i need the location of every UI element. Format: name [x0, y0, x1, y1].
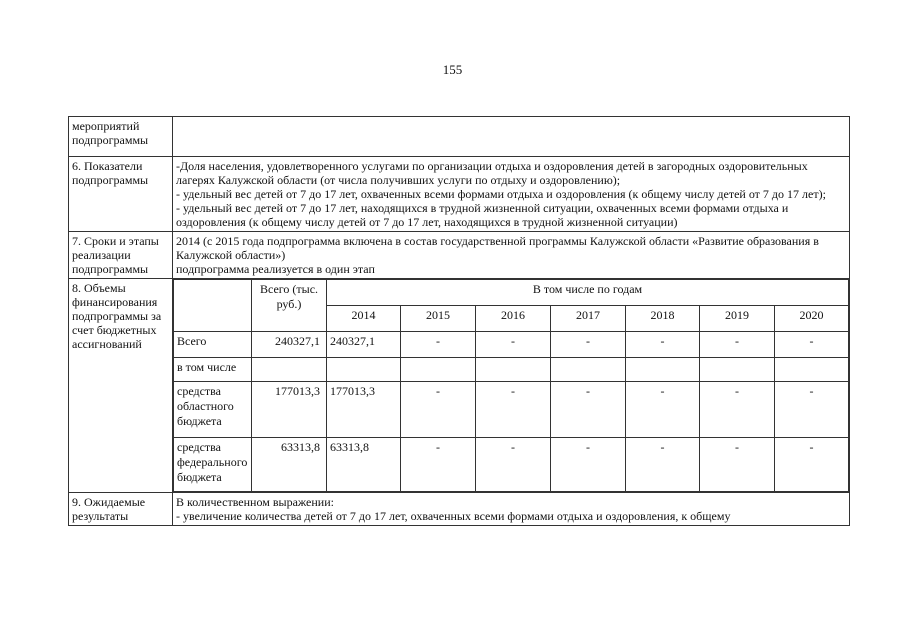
financing-value [476, 358, 551, 382]
financing-value: - [700, 382, 775, 438]
financing-including-row [174, 358, 849, 382]
financing-value [327, 358, 401, 382]
financing-value: - [401, 382, 476, 438]
financing-row-name: средства федерального бюджета [174, 438, 252, 492]
financing-value [700, 358, 775, 382]
year-header: 2014 [327, 306, 401, 332]
financing-value: - [626, 438, 700, 492]
indicators-label: 6. Показатели подпрограммы [69, 157, 173, 232]
financing-value: - [476, 332, 551, 358]
financing-value [626, 358, 700, 382]
financing-row [69, 279, 850, 493]
indicator-line: - удельный вес детей от 7 до 17 лет, находящихся в трудной жизненной ситуации, охваченных всеми формами отдыха и оздоровления (к общему числу детей от 7 до 17 лет, находящихся в трудной жизненной ситуации) [176, 201, 789, 229]
indicator-line: - удельный вес детей от 7 до 17 лет, охваченных всеми формами отдыха и оздоровления (к общему числу детей от 7 до 17 лет); [176, 187, 826, 201]
financing-value: - [700, 438, 775, 492]
financing-label: 8. Объемы финансирования подпрограммы за счет бюджетных ассигнований [69, 279, 173, 493]
terms-line: 2014 (с 2015 года подпрограмма включена в состав государственной программы Калужской области «Развитие образования в Калужской области») [176, 234, 819, 262]
financing-value [775, 358, 849, 382]
financing-row-total [252, 358, 327, 382]
measures-content [173, 117, 850, 157]
results-line: В количественном выражении: [176, 495, 334, 509]
financing-value: 177013,3 [327, 382, 401, 438]
financing-value: - [626, 382, 700, 438]
financing-value: - [775, 438, 849, 492]
indicators-row [69, 157, 850, 232]
year-header: 2017 [551, 306, 626, 332]
measures-label: мероприятий подпрограммы [69, 117, 173, 157]
measures-row [69, 117, 850, 157]
terms-content [173, 232, 850, 279]
year-header: 2015 [401, 306, 476, 332]
financing-value: - [551, 382, 626, 438]
financing-value: - [700, 332, 775, 358]
financing-row-name: в том числе [174, 358, 252, 382]
financing-value: 63313,8 [327, 438, 401, 492]
financing-regional-row [174, 382, 849, 438]
results-label: 9. Ожидаемые результаты [69, 493, 173, 526]
passport-table [68, 116, 850, 526]
financing-total-row [174, 332, 849, 358]
financing-value [401, 358, 476, 382]
financing-value: - [775, 382, 849, 438]
financing-row-name: средства областного бюджета [174, 382, 252, 438]
terms-line: подпрограмма реализуется в один этап [176, 262, 375, 276]
year-header: 2018 [626, 306, 700, 332]
financing-row-total: 177013,3 [252, 382, 327, 438]
financing-value: - [476, 438, 551, 492]
financing-value [551, 358, 626, 382]
indicators-content [173, 157, 850, 232]
results-line: - увеличение количества детей от 7 до 17 лет, охваченных всеми формами отдыха и оздоровления, к общему [176, 509, 731, 523]
financing-value: - [775, 332, 849, 358]
financing-row-total: 240327,1 [252, 332, 327, 358]
results-content [173, 493, 850, 526]
terms-row [69, 232, 850, 279]
year-header: 2016 [476, 306, 551, 332]
financing-value: - [401, 438, 476, 492]
financing-value: 240327,1 [327, 332, 401, 358]
financing-table [173, 279, 849, 492]
financing-value: - [551, 332, 626, 358]
terms-label: 7. Сроки и этапы реализации подпрограммы [69, 232, 173, 279]
year-header: 2019 [700, 306, 775, 332]
financing-value: - [401, 332, 476, 358]
financing-value: - [476, 382, 551, 438]
year-header: 2020 [775, 306, 849, 332]
results-row [69, 493, 850, 526]
financing-years-header: В том числе по годам [327, 280, 849, 306]
financing-name-header [174, 280, 252, 332]
financing-value: - [626, 332, 700, 358]
page-number: 155 [442, 62, 463, 77]
financing-value: - [551, 438, 626, 492]
financing-total-header: Всего (тыс. руб.) [252, 280, 327, 332]
indicator-line: -Доля населения, удовлетворенного услугами по организации отдыха и оздоровления детей в загородных оздоровительных лагерях Калужской области (от числа получивших услуги по отдыху и оздоровлению); [176, 159, 808, 187]
financing-row-total: 63313,8 [252, 438, 327, 492]
financing-federal-row [174, 438, 849, 492]
financing-row-name: Всего [174, 332, 252, 358]
